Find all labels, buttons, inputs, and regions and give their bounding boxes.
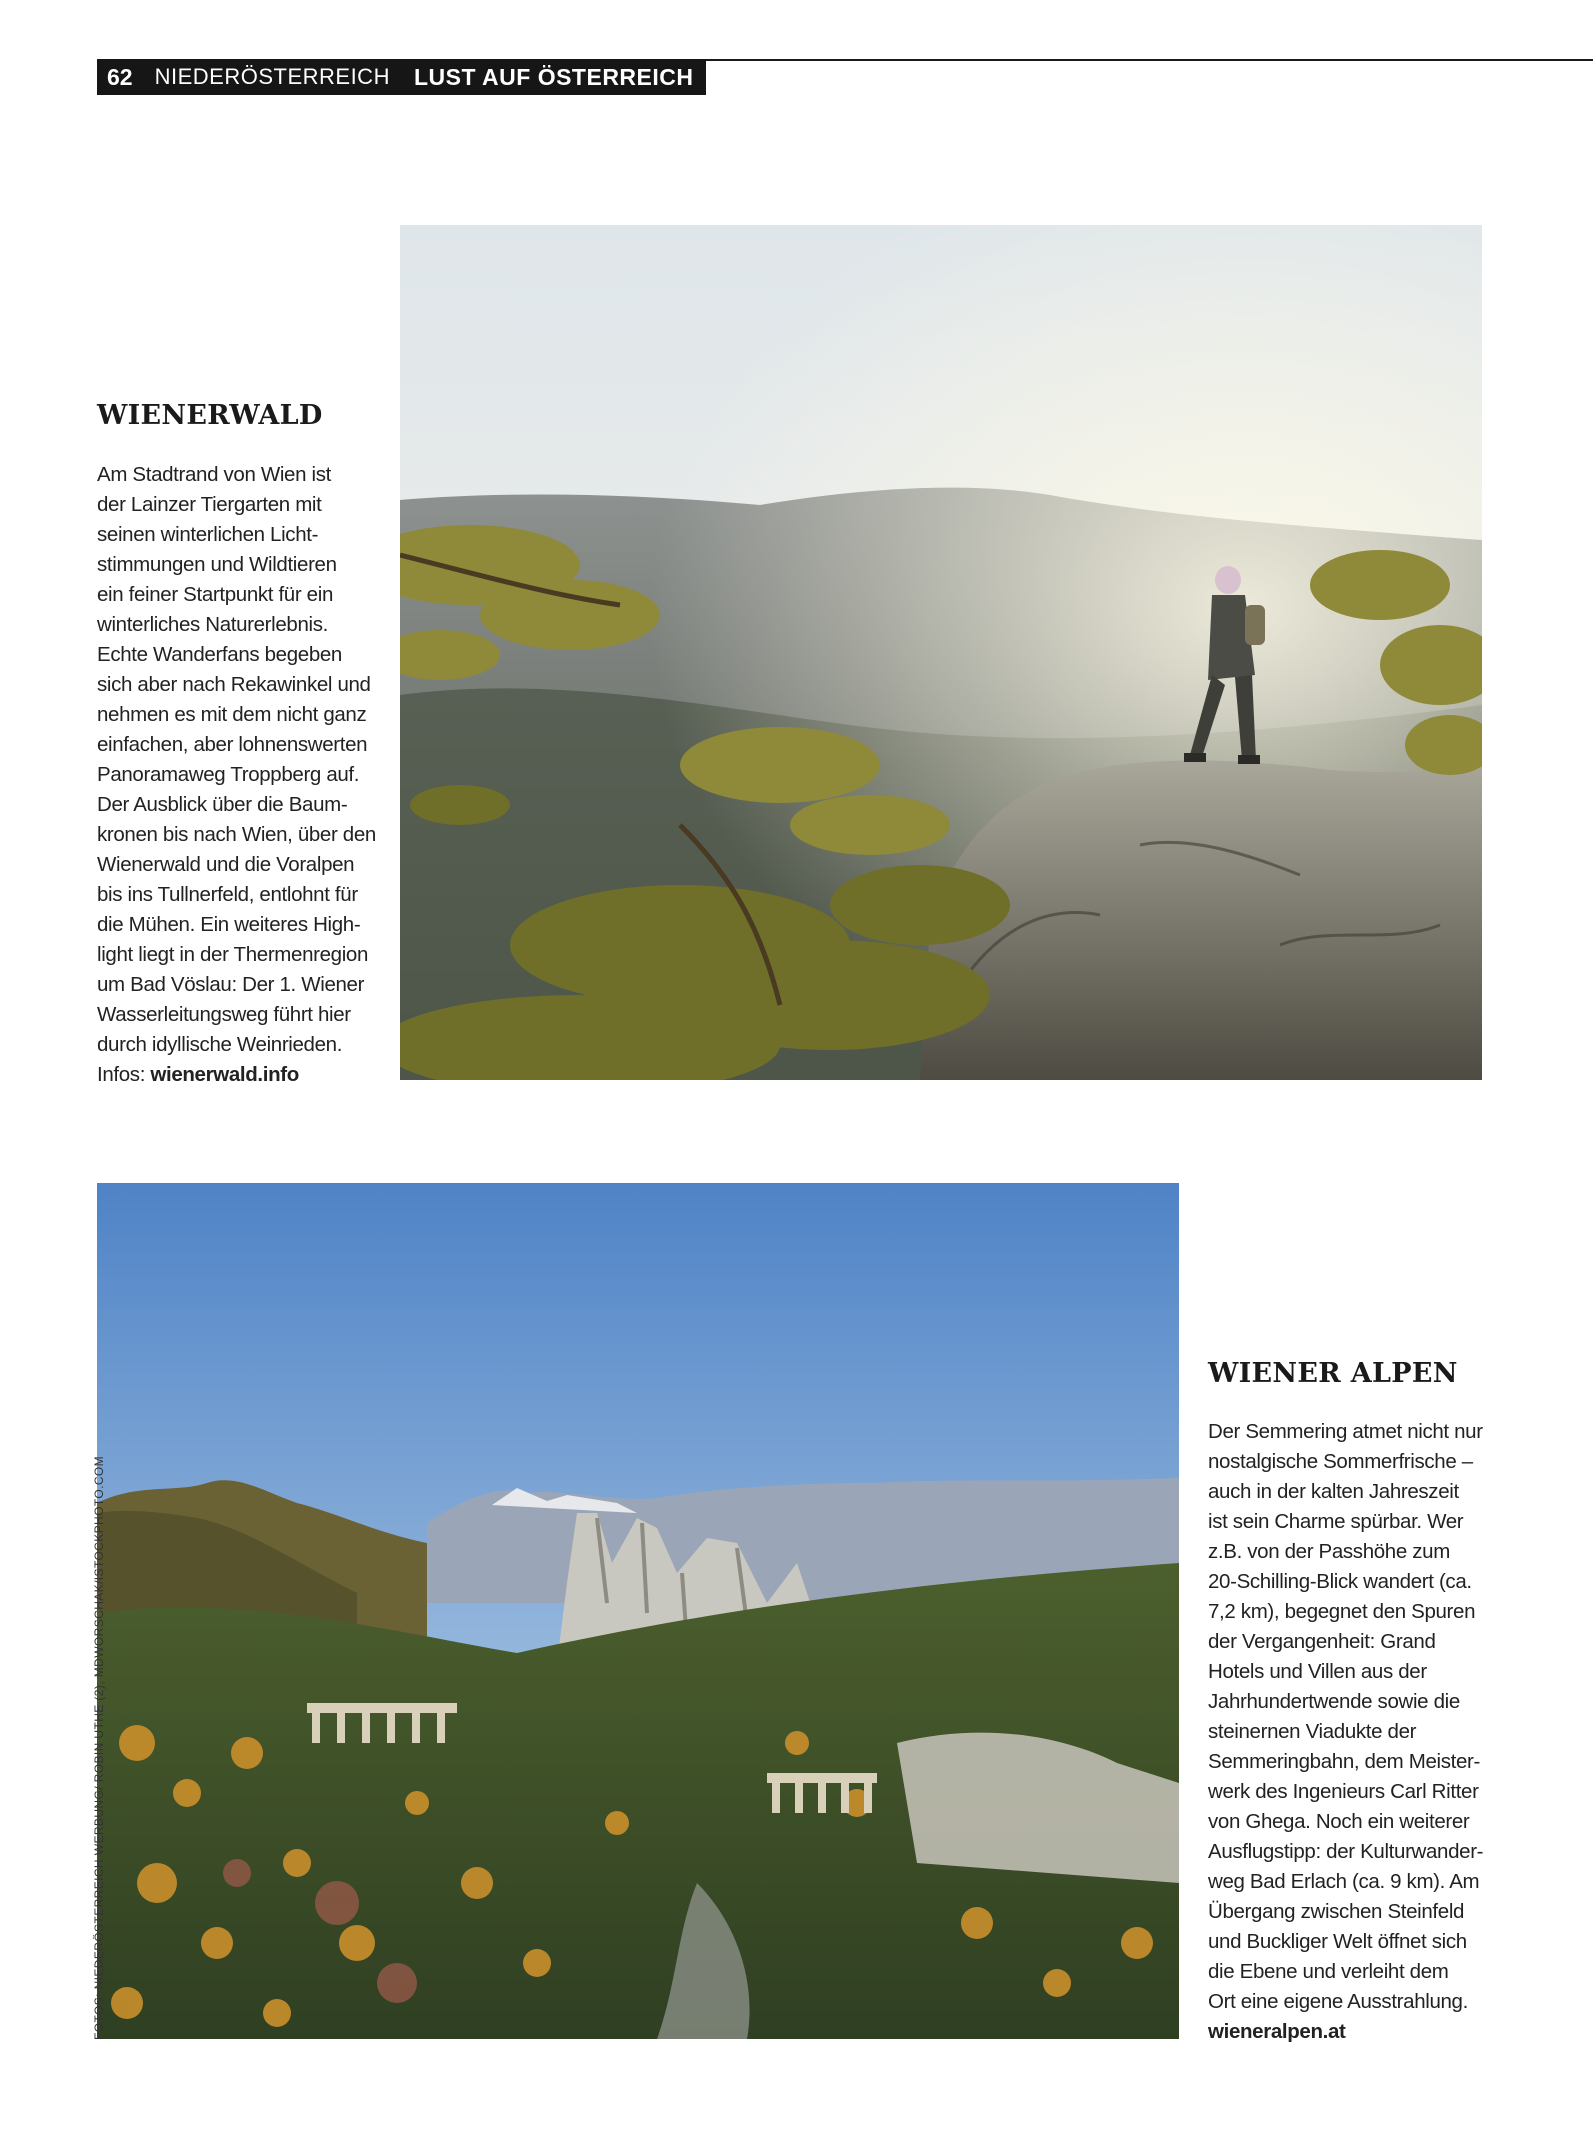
text-line: seinen winterlichen Licht-: [97, 523, 319, 546]
text-line: stimmungen und Wildtieren: [97, 553, 337, 576]
photo-credit: FOTOS: NIEDERÖSTERREICH WERBUNG/ ROBIN UTHE (2), MDWORSCHAK/ISTOCKPHOTO.COM: [92, 1455, 106, 2040]
info-line: [97, 1060, 382, 1090]
text-line: werk des Ingenieurs Carl Ritter: [1208, 1780, 1479, 1803]
text-line: die Mühen. Ein weiteres High-: [97, 913, 361, 936]
text-line: nehmen es mit dem nicht ganz: [97, 703, 367, 726]
text-line: weg Bad Erlach (ca. 9 km). Am: [1208, 1870, 1480, 1893]
text-line: Wienerwald und die Voralpen: [97, 853, 355, 876]
text-line: Panoramaweg Troppberg auf.: [97, 763, 360, 786]
text-line: Hotels und Villen aus der: [1208, 1660, 1427, 1683]
text-line: 20-Schilling-Blick wandert (ca.: [1208, 1570, 1472, 1593]
text-line: durch idyllische Weinrieden.: [97, 1033, 343, 1056]
info-link-wieneralpen[interactable]: wieneralpen.at: [1208, 2020, 1346, 2043]
photo-wiener-alpen-semmering: [97, 1183, 1179, 2039]
text-line: ist sein Charme spürbar. Wer: [1208, 1510, 1464, 1533]
page-header: [97, 59, 706, 95]
text-line: auch in der kalten Jahreszeit: [1208, 1480, 1459, 1503]
text-line: Ort eine eigene Ausstrahlung.: [1208, 1990, 1468, 2013]
text-line: Echte Wanderfans begeben: [97, 643, 342, 666]
text-line: Jahrhundertwende sowie die: [1208, 1690, 1460, 1713]
text-line: Ausflugstipp: der Kulturwander-: [1208, 1840, 1484, 1863]
section-title-wiener-alpen: WIENER ALPEN: [1208, 1358, 1458, 1389]
text-line: die Ebene und verleiht dem: [1208, 1960, 1449, 1983]
text-line: steinernen Viadukte der: [1208, 1720, 1417, 1743]
text-line: Semmeringbahn, dem Meister-: [1208, 1750, 1480, 1773]
text-line: der Vergangenheit: Grand: [1208, 1630, 1436, 1653]
body-text-wiener-alpen: [1208, 1417, 1493, 2047]
info-link-wienerwald[interactable]: wienerwald.info: [150, 1063, 299, 1086]
section-title-wienerwald: WIENERWALD: [97, 400, 323, 431]
text-line: z.B. von der Passhöhe zum: [1208, 1540, 1450, 1563]
text-line: und Buckliger Welt öffnet sich: [1208, 1930, 1467, 1953]
text-line: bis ins Tullnerfeld, entlohnt für: [97, 883, 358, 906]
text-line: light liegt in der Thermenregion: [97, 943, 369, 966]
info-label: Infos:: [97, 1063, 151, 1086]
text-line: ein feiner Startpunkt für ein: [97, 583, 333, 606]
magazine-title: LUST AUF ÖSTERREICH: [413, 63, 694, 90]
text-line: kronen bis nach Wien, über den: [97, 823, 376, 846]
text-line: um Bad Vöslau: Der 1. Wiener: [97, 973, 365, 996]
text-line: der Lainzer Tiergarten mit: [97, 493, 322, 516]
text-line: winterliches Naturerlebnis.: [97, 613, 328, 636]
text-line: 7,2 km), begegnet den Spuren: [1208, 1600, 1476, 1623]
photo-wienerwald-hiker: [400, 225, 1482, 1080]
body-text-wienerwald: [97, 460, 382, 1090]
text-line: Am Stadtrand von Wien ist: [97, 463, 331, 486]
section-region: NIEDERÖSTERREICH: [154, 64, 390, 89]
text-line: Der Semmering atmet nicht nur: [1208, 1420, 1483, 1443]
text-line: Wasserleitungsweg führt hier: [97, 1003, 351, 1026]
text-line: Der Ausblick über die Baum-: [97, 793, 348, 816]
text-line: nostalgische Sommerfrische –: [1208, 1450, 1473, 1473]
text-line: sich aber nach Rekawinkel und: [97, 673, 371, 696]
text-line: einfachen, aber lohnenswerten: [97, 733, 368, 756]
text-line: Übergang zwischen Steinfeld: [1208, 1900, 1465, 1923]
text-line: von Ghega. Noch ein weiterer: [1208, 1810, 1470, 1833]
page-number: 62: [107, 63, 133, 90]
